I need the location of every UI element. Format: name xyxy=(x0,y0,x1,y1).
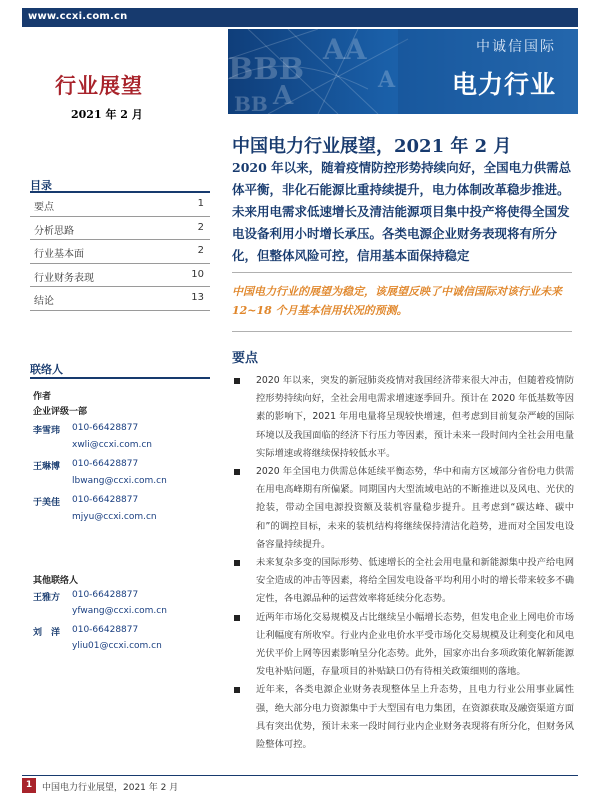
bullet-icon xyxy=(234,469,240,475)
contact-email[interactable]: lbwang@ccxi.com.cn xyxy=(72,476,167,486)
contacts-title: 联络人 xyxy=(30,363,63,376)
department: 企业评级一部 xyxy=(33,407,88,417)
list-item-text: 近年来，各类电源企业财务表现整体呈上升态势，且电力行业公用事业属性强，绝大部分电力资源集中于大型国有电力集团，在资源获取及融资渠道方面具有突出优势，预计未来一段时间行业内企业财务表现将有所分化，但财务风险整体可控。 xyxy=(256,684,574,751)
toc-item[interactable] xyxy=(30,193,210,217)
contact-phone: 010-66428877 xyxy=(72,423,139,433)
contact-phone: 010-66428877 xyxy=(72,495,139,505)
outlook-note: 中国电力行业的展望为稳定，该展望反映了中诚信国际对该行业未来 12~18 个月基本信用状况的预测。 xyxy=(232,285,562,317)
list-item xyxy=(232,463,574,554)
banner xyxy=(228,29,578,114)
contact-name: 王雅方 xyxy=(33,593,61,603)
brand-name: 中诚信国际 xyxy=(476,39,556,55)
contact-email[interactable]: xwli@ccxi.com.cn xyxy=(72,440,153,450)
divider xyxy=(232,272,572,273)
toc-title: 目录 xyxy=(30,179,52,192)
contact-email[interactable]: yliu01@ccxi.com.cn xyxy=(72,641,162,651)
toc-item-page: 1 xyxy=(197,198,204,209)
svg-text:A: A xyxy=(273,81,294,111)
bullet-icon xyxy=(234,560,240,566)
toc-item[interactable] xyxy=(30,217,210,241)
list-item-text: 2020 年以来，突发的新冠肺炎疫情对我国经济带来很大冲击，但随着疫情防控形势持续向好，全社会用电需求增速逐季回升。预计在 2020 年低基数等因素的影响下，2021 年用电量将呈现较快增速，但考虑到目前复杂严峻的国际环境以及我国面临的经济下行压力等因素，预计未来一段时间内全社会用电量实际增速或将继续保持较低水平。 xyxy=(256,375,574,459)
footer-text: 中国电力行业展望，2021 年 2 月 xyxy=(42,783,179,793)
summary: 2020 年以来，随着疫情防控形势持续向好，全国电力供需总体平衡，非化石能源比重持续提升，电力体制改革稳步推进。未来用电需求低速增长及清洁能源项目集中投产将使得全国发电设备利用小时增长承压。各类电源企业财务表现将有所分化，但整体风险可控，信用基本面保持稳定 xyxy=(232,160,572,263)
toc-item-label: 行业财务表现 xyxy=(34,272,94,284)
svg-text:A: A xyxy=(378,67,396,93)
footer-divider xyxy=(22,775,578,776)
table-of-contents xyxy=(30,191,210,311)
bullet-icon xyxy=(234,378,240,384)
bullet-icon xyxy=(234,615,240,621)
bullet-icon xyxy=(234,687,240,693)
list-item-text: 近两年市场化交易规模及占比继续呈小幅增长态势，但发电企业上网电价市场让利幅度有所收窄。行业内企业电价水平受市场化交易规模及让利变化和风电光伏平价上网等因素影响呈分化态势。此外，国家亦出台多项政策化解新能源发电补贴问题，存量项目的补贴缺口仍有待相关政策细则的落地。 xyxy=(256,611,574,678)
list-item xyxy=(232,372,574,463)
toc-item-label: 行业基本面 xyxy=(34,249,84,260)
toc-item-label: 要点 xyxy=(34,202,54,213)
divider xyxy=(30,377,210,379)
list-item xyxy=(232,609,574,682)
page-title: 中国电力行业展望，2021 年 2 月 xyxy=(232,136,512,157)
document-type: 行业展望 xyxy=(55,73,143,98)
svg-text:AA: AA xyxy=(323,33,367,66)
contact-name: 李雪玮 xyxy=(33,426,61,436)
toc-item[interactable] xyxy=(30,264,210,288)
contact-phone: 010-66428877 xyxy=(72,590,139,600)
toc-item[interactable] xyxy=(30,287,210,311)
other-contacts-label: 其他联络人 xyxy=(33,576,79,586)
contact-email[interactable]: mjyu@ccxi.com.cn xyxy=(72,512,157,522)
toc-item-label: 结论 xyxy=(34,296,54,307)
list-item xyxy=(232,681,574,754)
page-number: 1 xyxy=(22,778,36,793)
toc-item-label: 分析思路 xyxy=(34,225,74,237)
toc-item-page: 2 xyxy=(197,245,204,256)
list-item-text: 未来复杂多变的国际形势、低速增长的全社会用电量和新能源集中投产给电网安全造成的冲击等因素，将给全国发电设备平均利用小时的增长带来较多不确定性，各电源品种的运营效率将延续分化态势。 xyxy=(256,557,574,605)
contact-name: 刘 洋 xyxy=(33,628,61,638)
toc-item-page: 13 xyxy=(191,292,204,303)
key-points-list xyxy=(232,372,574,754)
toc-item[interactable] xyxy=(30,240,210,264)
contact-email[interactable]: yfwang@ccxi.com.cn xyxy=(72,606,167,616)
site-url[interactable]: www.ccxi.com.cn xyxy=(28,11,128,22)
authors-label: 作者 xyxy=(33,392,52,402)
document-date: 2021 年 2 月 xyxy=(71,108,143,121)
toc-item-page: 10 xyxy=(191,268,204,280)
toc-item-page: 2 xyxy=(197,221,204,233)
divider xyxy=(232,331,572,332)
list-item-text: 2020 年全国电力供需总体延续平衡态势，华中和南方区域部分省份电力供需在用电高峰期有所偏紧。同期国内大型流域电站的不断推进以及风电、光伏的抢装，带动全国电源投资额及装机容量稳步提升。且考虑到“碳达峰、碳中和”的调控目标，未来的装机结构将继续保持清洁化趋势，进而对全国发电设备容量持续提升。 xyxy=(256,466,574,550)
key-points-title: 要点 xyxy=(232,351,259,366)
top-bar xyxy=(22,8,578,27)
svg-text:BBB: BBB xyxy=(228,52,305,87)
contact-name: 王琳博 xyxy=(33,462,61,472)
contact-phone: 010-66428877 xyxy=(72,459,139,469)
contact-name: 于美佳 xyxy=(33,498,61,508)
svg-text:BB: BB xyxy=(234,92,268,114)
contact-phone: 010-66428877 xyxy=(72,625,139,635)
industry-name: 电力行业 xyxy=(451,70,556,99)
list-item xyxy=(232,554,574,609)
